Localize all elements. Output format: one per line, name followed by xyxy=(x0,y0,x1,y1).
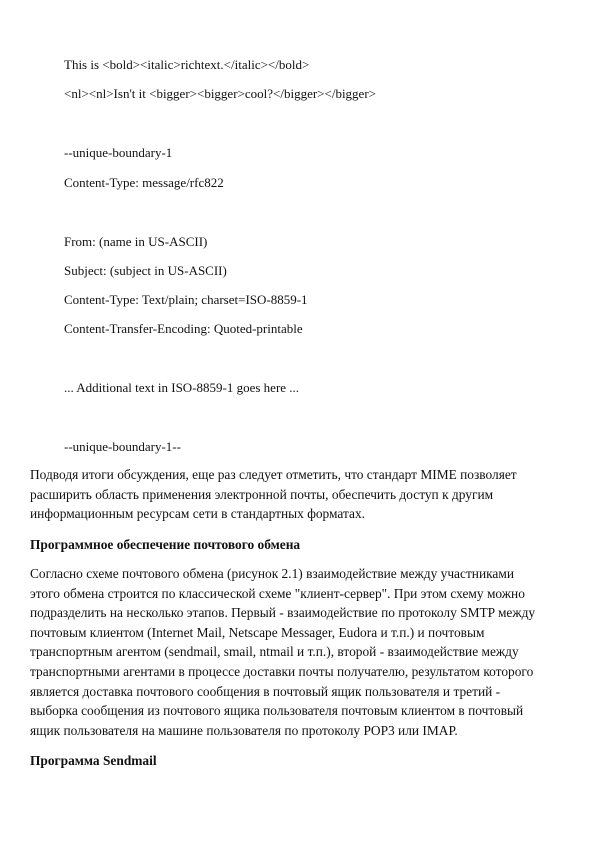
paragraph-line: расширить область применения электронной почты, обеспечить доступ к другим xyxy=(30,486,494,502)
code-line: --unique-boundary-1 xyxy=(64,145,173,160)
paragraph-line: является доставка почтового сообщения в почтовый ящик пользователя и третий - xyxy=(30,683,501,699)
body-paragraph xyxy=(30,564,535,740)
paragraph-line: Подводя итоги обсуждения, еще раз следует отметить, что стандарт MIME позволяет xyxy=(30,467,517,482)
paragraph-line: транспортными агентами в процессе доставки почты получателю, результатом которого xyxy=(30,663,534,679)
code-line: From: (name in US-ASCII) xyxy=(64,234,208,249)
code-line: <nl><nl>Isn't it <bigger><bigger>cool?</bigger></bigger> xyxy=(64,86,376,101)
section-heading-software: Программное обеспечение почтового обмена xyxy=(30,537,301,552)
paragraph-line: подразделить на несколько этапов. Первый - взаимодействие по протоколу SMTP между xyxy=(30,605,536,621)
code-line: --unique-boundary-1-- xyxy=(64,439,181,454)
code-line: ... Additional text in ISO-8859-1 goes here ... xyxy=(64,380,300,395)
paragraph-line: почтовым клиентом (Internet Mail, Netscape Messager, Eudora и т.п.) и почтовым xyxy=(30,624,485,640)
summary-paragraph xyxy=(30,465,517,524)
section-heading-sendmail: Программа Sendmail xyxy=(30,753,157,768)
code-line: Content-Type: message/rfc822 xyxy=(64,175,224,190)
paragraph-line: этого обмена строится по классической схеме "клиент-сервер". При этом схему можно xyxy=(30,585,525,601)
paragraph-line: выборка сообщения из почтового ящика пользователя почтовым клиентом в почтовый xyxy=(30,703,524,719)
paragraph-line: ящик пользователя на машине пользователя по протоколу POP3 или IMAP. xyxy=(30,722,458,738)
paragraph-line: Согласно схеме почтового обмена (рисунок 2.1) взаимодействие между участниками xyxy=(30,566,515,581)
code-line: Subject: (subject in US-ASCII) xyxy=(64,263,227,278)
paragraph-line: транспортным агентом (sendmail, smail, ntmail и т.п.), второй - взаимодействие между xyxy=(30,644,519,660)
code-line: Content-Transfer-Encoding: Quoted-printable xyxy=(64,321,303,336)
paragraph-line: информационным ресурсам сети в стандартных форматах. xyxy=(30,506,366,522)
code-line: Content-Type: Text/plain; charset=ISO-8859-1 xyxy=(64,292,308,307)
code-line: This is <bold><italic>richtext.</italic></bold> xyxy=(64,57,310,72)
